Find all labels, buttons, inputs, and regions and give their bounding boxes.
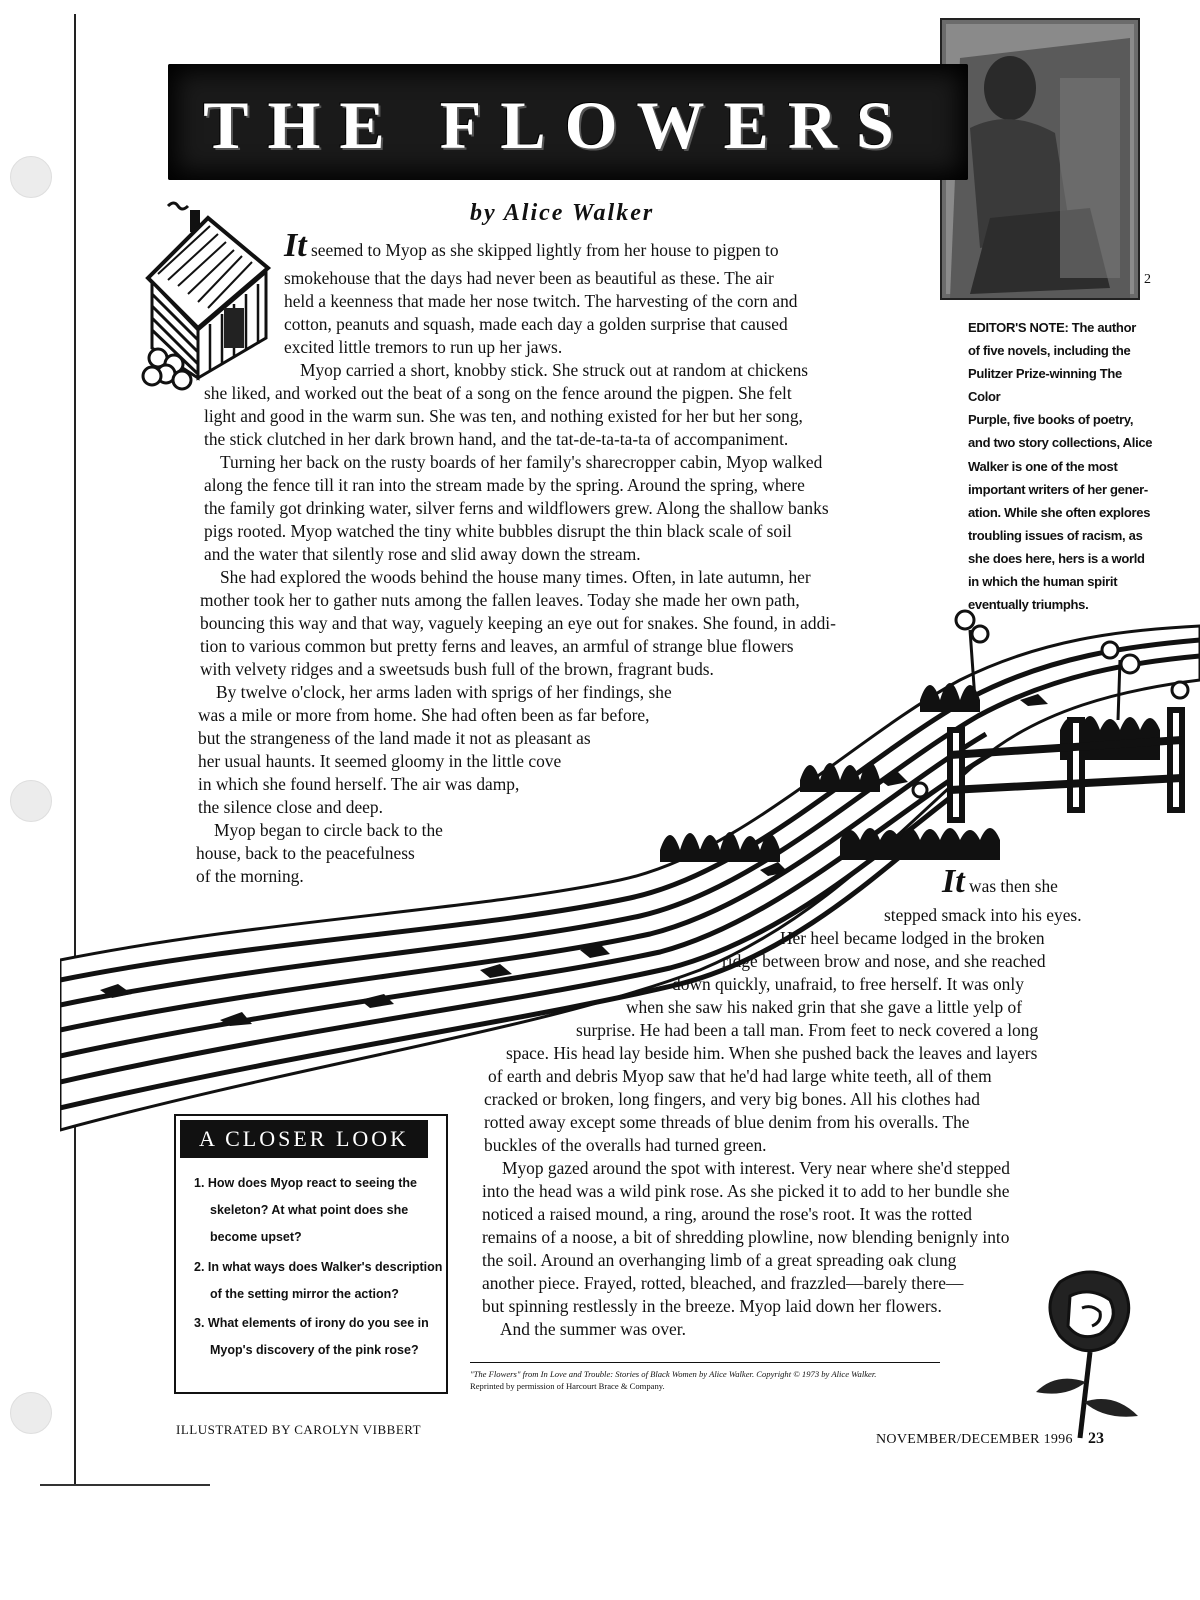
story-line: ridge between brow and nose, and she reached (722, 951, 1046, 971)
story-line: the silence close and deep. (198, 797, 383, 817)
closer-look-heading: A CLOSER LOOK (180, 1120, 428, 1158)
punch-hole-middle (10, 780, 52, 822)
story-line: mother took her to gather nuts among the fallen leaves. Today she made her own path, (200, 590, 800, 610)
story-line: was a mile or more from home. She had often been as far before, (198, 705, 650, 725)
editors-note-line: Walker is one of the most (968, 458, 1118, 474)
closer-look-question-1: 1. How does Myop react to seeing the skeleton? At what point does she become upset? (194, 1176, 417, 1244)
story-line: smokehouse that the days had never been as beautiful as these. The air (284, 268, 774, 288)
copyright-rule (470, 1362, 940, 1363)
editors-note-line: important writers of her gener- (968, 481, 1148, 497)
punch-hole-top (10, 156, 52, 198)
copyright-notice: "The Flowers" from In Love and Trouble: Stories of Black Women by Alice Walker. Copyright © 1973 by Alice Walker. Reprinted by permission of Harcourt Brace & Company. (470, 1369, 877, 1391)
editors-note-line: of five novels, including the (968, 343, 1131, 359)
story-line: of earth and debris Myop saw that he'd had large white teeth, all of them (488, 1066, 992, 1086)
editors-note-line: Pulitzer Prize-winning The Color (968, 366, 1122, 405)
closer-look-box (174, 1114, 448, 1394)
story-line: the family got drinking water, silver ferns and wildflowers grew. Along the shallow banks (204, 498, 829, 518)
story-line: house, back to the peacefulness (196, 843, 415, 863)
story-line: By twelve o'clock, her arms laden with sprigs of her findings, she (216, 682, 672, 702)
story-line: held a keenness that made her nose twitch. The harvesting of the corn and (284, 291, 798, 311)
story-line: It was then she (942, 863, 1058, 900)
photo-mark: 2 (1144, 272, 1151, 287)
story-line: pigs rooted. Myop watched the tiny white bubbles disrupt the thin black scale of soil (204, 521, 792, 541)
editors-note-line: in which the human spirit (968, 574, 1118, 590)
story-line: cotton, peanuts and squash, made each day a golden surprise that caused (284, 314, 788, 334)
story-line: noticed a raised mound, a ring, around the rose's root. It was the rotted (482, 1204, 972, 1224)
story-line: She had explored the woods behind the house many times. Often, in late autumn, her (220, 567, 811, 587)
author-portrait (940, 18, 1140, 300)
story-line: surprise. He had been a tall man. From feet to neck covered a long (576, 1020, 1039, 1040)
punch-hole-bottom (10, 1392, 52, 1434)
editors-note-line: and two story collections, Alice (968, 435, 1153, 451)
story-line: bouncing this way and that way, vaguely keeping an eye out for snakes. She found, in addi- (200, 613, 836, 633)
story-line: but spinning restlessly in the breeze. Myop laid down her flowers. (482, 1296, 942, 1316)
story-line: into the head was a wild pink rose. As she picked it to add to her bundle she (482, 1181, 1010, 1201)
story-line: Myop began to circle back to the (214, 820, 443, 840)
byline: by Alice Walker (470, 200, 655, 226)
editors-note-line: she does here, hers is a world (968, 550, 1145, 566)
editors-note-line: Purple, five books of poetry, (968, 412, 1134, 428)
story-line: excited little tremors to run up her jaws. (284, 337, 563, 357)
story-line: she liked, and worked out the beat of a song on the fence around the pigpen. She felt (204, 383, 792, 403)
story-line: cracked or broken, long fingers, and very big bones. All his clothes had (484, 1089, 980, 1109)
drop-cap: It (942, 863, 965, 900)
story-line: with velvety ridges and a sweetsuds bush full of the brown, fragrant buds. (200, 659, 714, 679)
story-line: her usual haunts. It seemed gloomy in the little cove (198, 751, 562, 771)
story-line: but the strangeness of the land made it not as pleasant as (198, 728, 591, 748)
story-line: the stick clutched in her dark brown hand, and the tat-de-ta-ta-ta of accompaniment. (204, 429, 789, 449)
story-line: rotted away except some threads of blue denim from his overalls. The (484, 1112, 970, 1132)
editors-note-line: ation. While she often explores (968, 504, 1151, 520)
page-number: 23 (1088, 1430, 1104, 1447)
story-line: remains of a noose, a bit of shredding plowline, now blending benignly into (482, 1227, 1010, 1247)
drop-cap: It (284, 227, 307, 264)
story-line: It seemed to Myop as she skipped lightly from her house to pigpen to (284, 227, 779, 264)
story-line: another piece. Frayed, rotted, bleached, and frazzled—barely there— (482, 1273, 964, 1293)
story-line: and the water that silently rose and slid away down the stream. (204, 544, 641, 564)
story-line: And the summer was over. (500, 1319, 686, 1339)
story-line: when she saw his naked grin that she gave a little yelp of (626, 997, 1023, 1017)
story-line: space. His head lay beside him. When she pushed back the leaves and layers (506, 1043, 1038, 1063)
story-line: Myop carried a short, knobby stick. She struck out at random at chickens (300, 360, 809, 380)
story-line: Turning her back on the rusty boards of her family's sharecropper cabin, Myop walked (220, 452, 823, 472)
smokehouse-illustration (138, 198, 288, 394)
story-line: Myop gazed around the spot with interest. Very near where she'd stepped (502, 1158, 1010, 1178)
closer-look-question-3: 3. What elements of irony do you see in Myop's discovery of the pink rose? (194, 1316, 429, 1357)
bottom-line (40, 1484, 210, 1486)
story-line: along the fence till it ran into the stream made by the spring. Around the spring, where (204, 475, 805, 495)
editors-note-line: eventually triumphs. (968, 597, 1089, 613)
editors-note-line: troubling issues of racism, as (968, 527, 1143, 543)
story-line: buckles of the overalls had turned green. (484, 1135, 767, 1155)
rose-illustration (1020, 1262, 1150, 1442)
story-title: THE FLOWERS (203, 87, 913, 163)
story-line: stepped smack into his eyes. (884, 905, 1082, 925)
story-line: tion to various common but pretty ferns and leaves, an armful of strange blue flowers (200, 636, 794, 656)
story-line: in which she found herself. The air was damp, (198, 774, 520, 794)
story-line: of the morning. (196, 866, 304, 886)
issue-date: NOVEMBER/DECEMBER 1996 (876, 1432, 1073, 1447)
story-line: Her heel became lodged in the broken (780, 928, 1045, 948)
story-line: the soil. Around an overhanging limb of a great spreading oak clung (482, 1250, 957, 1270)
illustration-credit: ILLUSTRATED BY CAROLYN VIBBERT (176, 1422, 422, 1437)
closer-look-question-2: 2. In what ways does Walker's description of the setting mirror the action? (194, 1260, 443, 1301)
story-line: down quickly, unafraid, to free herself. It was only (672, 974, 1024, 994)
editors-note (968, 316, 1154, 616)
story-line: light and good in the warm sun. She was ten, and nothing existed for her but her song, (204, 406, 803, 426)
editors-note-line: EDITOR'S NOTE: The author (968, 320, 1136, 335)
